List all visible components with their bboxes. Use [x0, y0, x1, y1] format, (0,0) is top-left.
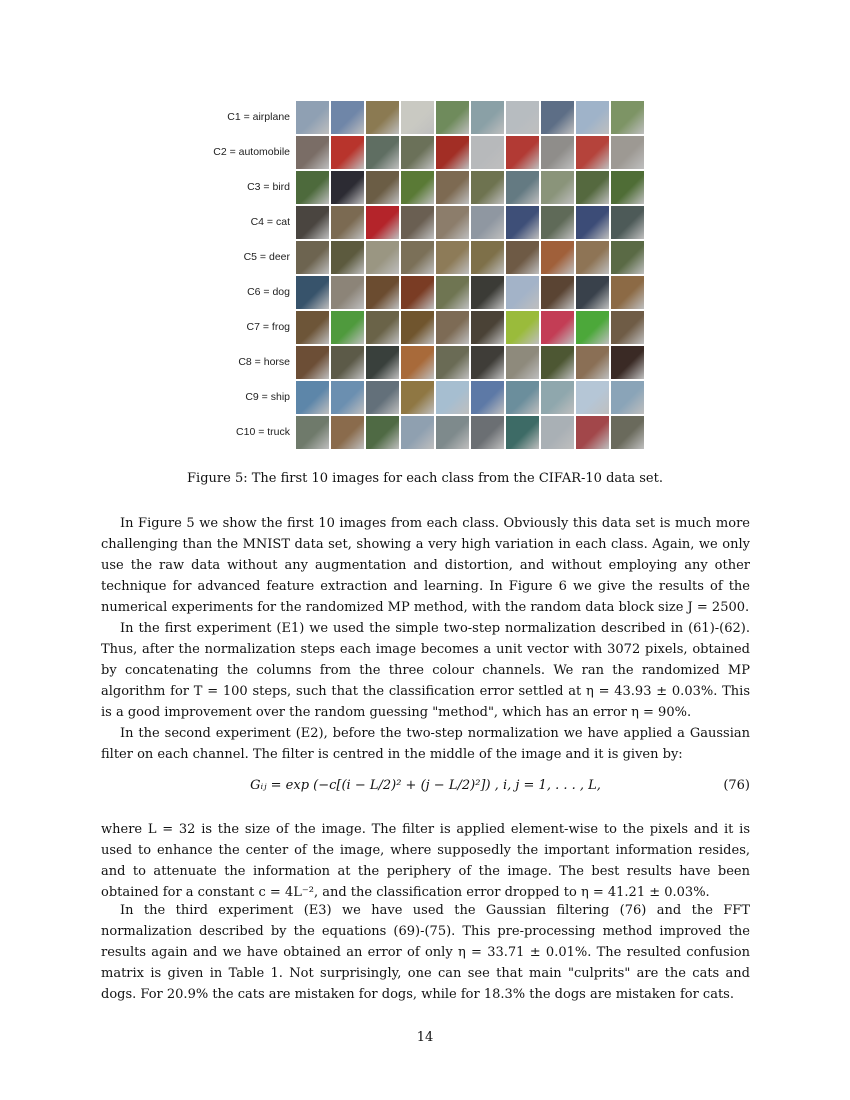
class-label: C8 = horse	[238, 356, 290, 368]
cifar-image-thumbnail	[436, 136, 469, 169]
paragraph-5: In the third experiment (E3) we have used the Gaussian filtering (76) and the FFT normalization described by the equations (69)-(75). This pre-processing method improved the results again and we have obtained an error of only η = 33.71 ± 0.01%. The resulted confusion matrix is given in Table 1. Not surprisingly, one can see that main "culprits" are the cats and dogs. For 20.9% the cats are mistaken for dogs, while for 18.3% the dogs are mistaken for cats.	[101, 903, 750, 1002]
cifar-image-thumbnail	[296, 206, 329, 239]
class-label: C4 = cat	[250, 216, 290, 228]
cifar-image-thumbnail	[541, 171, 574, 204]
cifar-image-thumbnail	[541, 136, 574, 169]
cifar-image-thumbnail	[506, 136, 539, 169]
cifar-image-thumbnail	[401, 171, 434, 204]
class-row	[200, 101, 650, 134]
cifar-image-thumbnail	[296, 416, 329, 449]
cifar-image-thumbnail	[611, 136, 644, 169]
cifar-image-thumbnail	[331, 206, 364, 239]
cifar-image-thumbnail	[331, 416, 364, 449]
cifar-image-thumbnail	[576, 206, 609, 239]
cifar-image-thumbnail	[611, 311, 644, 344]
cifar-image-thumbnail	[366, 311, 399, 344]
cifar-image-thumbnail	[436, 346, 469, 379]
cifar-image-thumbnail	[401, 346, 434, 379]
class-label: C3 = bird	[247, 181, 290, 193]
cifar-image-thumbnail	[366, 241, 399, 274]
cifar-image-thumbnail	[541, 381, 574, 414]
cifar-image-thumbnail	[436, 416, 469, 449]
cifar-image-thumbnail	[576, 381, 609, 414]
class-label: C9 = ship	[245, 391, 290, 403]
class-row	[200, 136, 650, 169]
cifar-image-thumbnail	[576, 416, 609, 449]
class-row	[200, 381, 650, 414]
page-number: 14	[416, 1030, 434, 1045]
cifar-image-thumbnail	[366, 416, 399, 449]
cifar-image-thumbnail	[331, 381, 364, 414]
cifar-image-thumbnail	[296, 136, 329, 169]
paragraph-2: In the first experiment (E1) we used the simple two-step normalization described in (61)-(62). Thus, after the normalization steps each image becomes a unit vector with 3072 pixels, obtained by concatenating the columns from the three colour channels. We ran the randomized MP algorithm for T = 100 steps, such that the classification error settled at η = 43.93 ± 0.03%. This is a good improvement over the random guessing "method", which has an error η = 90%.	[101, 621, 750, 720]
cifar-image-thumbnail	[506, 206, 539, 239]
cifar-image-thumbnail	[331, 136, 364, 169]
cifar-image-thumbnail	[576, 136, 609, 169]
cifar-image-thumbnail	[611, 346, 644, 379]
class-row	[200, 346, 650, 379]
cifar-image-thumbnail	[506, 171, 539, 204]
class-row	[200, 311, 650, 344]
cifar-image-thumbnail	[401, 206, 434, 239]
cifar-image-thumbnail	[296, 241, 329, 274]
cifar-image-thumbnail	[541, 346, 574, 379]
class-label: C6 = dog	[247, 286, 290, 298]
cifar-image-thumbnail	[541, 416, 574, 449]
cifar-image-thumbnail	[576, 171, 609, 204]
class-label: C1 = airplane	[227, 111, 290, 123]
cifar-image-thumbnail	[471, 311, 504, 344]
cifar-image-thumbnail	[506, 346, 539, 379]
cifar-image-thumbnail	[471, 416, 504, 449]
cifar-image-thumbnail	[471, 101, 504, 134]
class-label: C10 = truck	[236, 426, 290, 438]
cifar-image-thumbnail	[506, 416, 539, 449]
cifar-image-thumbnail	[471, 381, 504, 414]
cifar-image-thumbnail	[506, 311, 539, 344]
paragraph-3: In the second experiment (E2), before the two-step normalization we have applied a Gaussian filter on each channel. The filter is centred in the middle of the image and it is given by:	[101, 726, 750, 762]
cifar-image-thumbnail	[436, 171, 469, 204]
cifar-image-thumbnail	[401, 101, 434, 134]
cifar-image-thumbnail	[436, 206, 469, 239]
cifar-image-thumbnail	[611, 171, 644, 204]
cifar-image-thumbnail	[331, 171, 364, 204]
cifar-image-thumbnail	[506, 241, 539, 274]
cifar-image-thumbnail	[436, 241, 469, 274]
cifar-image-thumbnail	[471, 276, 504, 309]
cifar-image-thumbnail	[296, 276, 329, 309]
cifar-image-thumbnail	[611, 101, 644, 134]
cifar-image-thumbnail	[611, 276, 644, 309]
cifar-image-thumbnail	[471, 136, 504, 169]
cifar-image-thumbnail	[331, 101, 364, 134]
class-label: C7 = frog	[246, 321, 290, 333]
cifar-image-thumbnail	[576, 101, 609, 134]
class-label: C2 = automobile	[213, 146, 290, 158]
equation-number: (76)	[723, 778, 750, 793]
cifar-image-thumbnail	[401, 276, 434, 309]
cifar-image-thumbnail	[296, 171, 329, 204]
cifar-image-thumbnail	[366, 101, 399, 134]
cifar-image-thumbnail	[331, 276, 364, 309]
cifar-image-thumbnail	[541, 311, 574, 344]
cifar-image-thumbnail	[366, 346, 399, 379]
cifar-image-thumbnail	[576, 241, 609, 274]
cifar-image-thumbnail	[296, 381, 329, 414]
cifar-image-thumbnail	[541, 276, 574, 309]
class-row	[200, 241, 650, 274]
cifar-image-thumbnail	[401, 416, 434, 449]
cifar-image-thumbnail	[541, 206, 574, 239]
cifar-image-thumbnail	[401, 311, 434, 344]
paragraph-4: where L = 32 is the size of the image. The filter is applied element-wise to the pixels and it is used to enhance the center of the image, where supposedly the important information resides, and to attenuate the information at the periphery of the image. The best results have been obtained for a constant c = 4L⁻², and the classification error dropped to η = 41.21 ± 0.03%.	[101, 822, 750, 900]
cifar-image-thumbnail	[576, 346, 609, 379]
cifar-image-thumbnail	[366, 136, 399, 169]
cifar-image-thumbnail	[471, 346, 504, 379]
cifar-image-thumbnail	[611, 416, 644, 449]
cifar-image-thumbnail	[401, 136, 434, 169]
cifar-image-thumbnail	[471, 206, 504, 239]
equation-body: Gᵢⱼ = exp (−c[(i − L/2)² + (j − L/2)²]) , i, j = 1, . . . , L,	[250, 778, 601, 793]
cifar-image-thumbnail	[471, 241, 504, 274]
cifar-image-thumbnail	[576, 276, 609, 309]
cifar-image-thumbnail	[366, 206, 399, 239]
cifar-image-thumbnail	[611, 206, 644, 239]
cifar-image-thumbnail	[611, 381, 644, 414]
cifar-image-thumbnail	[366, 171, 399, 204]
class-label: C5 = deer	[243, 251, 290, 263]
cifar-image-thumbnail	[436, 381, 469, 414]
cifar-image-thumbnail	[296, 346, 329, 379]
cifar-image-thumbnail	[506, 276, 539, 309]
figure-caption: Figure 5: The first 10 images for each class from the CIFAR-10 data set.	[187, 471, 663, 486]
cifar-image-thumbnail	[296, 101, 329, 134]
cifar-image-thumbnail	[436, 101, 469, 134]
cifar-image-thumbnail	[471, 171, 504, 204]
class-row	[200, 206, 650, 239]
cifar-image-thumbnail	[541, 241, 574, 274]
class-row	[200, 416, 650, 449]
cifar-image-thumbnail	[331, 241, 364, 274]
cifar-image-thumbnail	[436, 276, 469, 309]
cifar-image-thumbnail	[436, 311, 469, 344]
cifar-image-thumbnail	[506, 101, 539, 134]
cifar-image-thumbnail	[366, 276, 399, 309]
cifar-image-thumbnail	[366, 381, 399, 414]
cifar-image-thumbnail	[576, 311, 609, 344]
cifar-image-thumbnail	[541, 101, 574, 134]
cifar-image-thumbnail	[401, 381, 434, 414]
cifar-image-thumbnail	[331, 346, 364, 379]
paragraph-1: In Figure 5 we show the first 10 images from each class. Obviously this data set is much more challenging than the MNIST data set, showing a very high variation in each class. Again, we only use the raw data without any augmentation and distortion, and without employing any other technique for advanced feature extraction and learning. In Figure 6 we give the results of the numerical experiments for the randomized MP method, with the random data block size J = 2500.	[101, 516, 750, 615]
cifar-image-thumbnail	[506, 381, 539, 414]
equation-76	[101, 778, 750, 799]
class-row	[200, 171, 650, 204]
cifar-image-thumbnail	[296, 311, 329, 344]
cifar-image-thumbnail	[401, 241, 434, 274]
class-row	[200, 276, 650, 309]
cifar-image-thumbnail	[611, 241, 644, 274]
cifar-image-thumbnail	[331, 311, 364, 344]
